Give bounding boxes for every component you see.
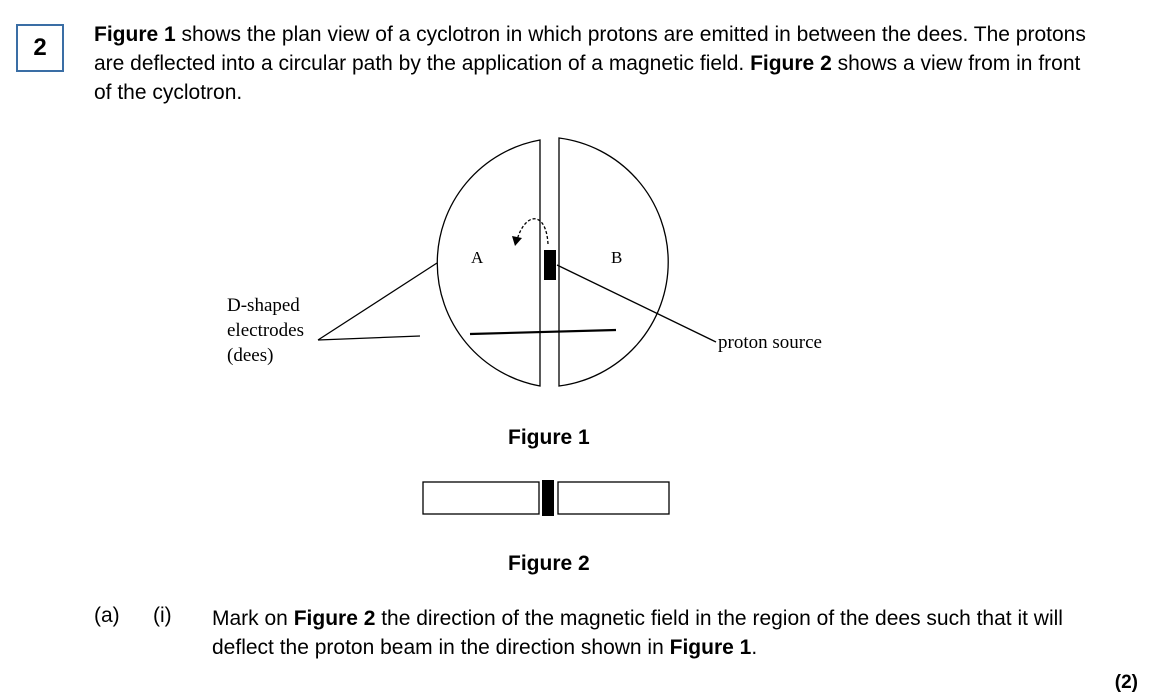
question-figure1-ref: Figure 1 — [669, 636, 752, 659]
dees-label-line1: D-shaped — [227, 295, 300, 316]
dees-center-line — [470, 330, 616, 334]
question-number: 2 — [33, 34, 47, 61]
question-text-1: Mark on — [212, 607, 294, 630]
proton-path-arrow — [517, 219, 548, 244]
part-label: (a) — [94, 604, 120, 627]
intro-text-1: shows the plan view of a cyclotron in which protons are emitted in between the dees. The protons are deflected into a circular path by the application of a magnetic field. — [94, 23, 1086, 75]
intro-figure1-ref: Figure 1 — [94, 23, 176, 46]
front-dee-left — [423, 482, 539, 514]
question-text — [212, 604, 1112, 662]
label-b: B — [611, 248, 623, 267]
front-dee-right — [558, 482, 669, 514]
question-figure2-ref: Figure 2 — [293, 607, 376, 630]
subpart-label: (i) — [153, 604, 172, 627]
dees-label-line2: electrodes — [227, 320, 305, 341]
figure1-caption: Figure 1 — [508, 426, 590, 449]
proton-source-block — [544, 250, 556, 280]
dees-leader-a — [318, 263, 437, 340]
question-text-2: the direction of the magnetic field in the region of the dees such that it will deflect the proton beam in the direction shown in — [212, 607, 1063, 659]
arrow-head — [512, 236, 522, 246]
dees-leader-b — [318, 336, 420, 340]
intro-text-2: shows a view from in front of the cyclotron. — [94, 52, 1081, 104]
question-text-3: . — [751, 636, 758, 659]
intro-figure2-ref: Figure 2 — [750, 52, 832, 75]
label-a: A — [471, 248, 484, 267]
dee-a — [437, 140, 540, 386]
marks-label: (2) — [1114, 672, 1138, 693]
dees-label-line3: (dees) — [227, 345, 274, 366]
front-proton-source — [542, 480, 554, 516]
figure2-caption: Figure 2 — [508, 552, 590, 575]
proton-source-label: proton source — [718, 332, 822, 353]
